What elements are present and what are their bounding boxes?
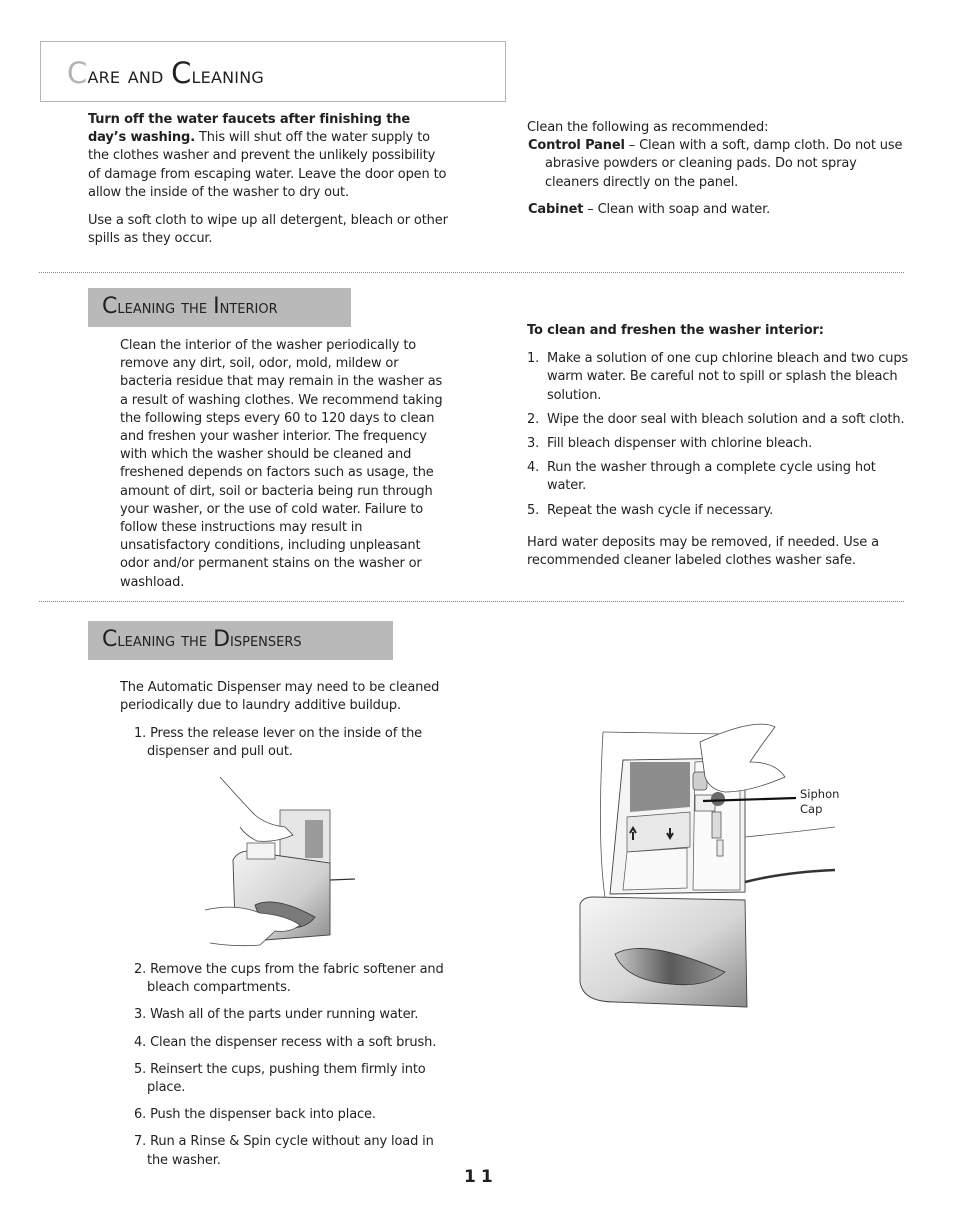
heading-part-2: ispensers	[230, 629, 302, 651]
list-item: 1. Press the release lever on the inside of the dispenser and pull out.	[134, 726, 423, 760]
cabinet-item	[527, 201, 907, 219]
list-item: 6. Push the dispenser back into place.	[134, 1107, 376, 1123]
step-number: 3.	[527, 436, 540, 452]
list-item: 7. Run a Rinse & Spin cycle without any load in the washer.	[134, 1134, 434, 1168]
interior-steps-block	[527, 322, 912, 570]
interior-heading-bar	[88, 288, 351, 327]
heading-initial: C	[102, 627, 118, 652]
step-text: Fill bleach dispenser with chlorine bleach.	[547, 436, 813, 452]
step-text: Run the washer through a complete cycle using hot water.	[547, 460, 876, 494]
siphon-cap-callout	[800, 787, 839, 817]
intro-right	[527, 119, 907, 219]
dispensers-intro: The Automatic Dispenser may need to be cleaned periodically due to laundry additive buildup.	[120, 680, 440, 714]
list-item	[527, 350, 912, 405]
spills-paragraph: Use a soft cloth to wipe up all detergent, bleach or other spills as they occur.	[88, 213, 448, 247]
clean-following-lead: Clean the following as recommended:	[527, 120, 769, 135]
heading-part: leaning the	[117, 629, 214, 651]
siphon-cap-illustration	[575, 722, 954, 1017]
page-title	[67, 56, 264, 90]
dispenser-step-1	[134, 725, 434, 770]
step-number: 5.	[527, 502, 540, 518]
list-item	[527, 459, 912, 495]
title-initial-2: C	[171, 56, 192, 90]
list-item: 4. Clean the dispenser recess with a soft brush.	[134, 1034, 437, 1050]
list-item: 5. Reinsert the cups, pushing them firmly into place.	[134, 1061, 426, 1096]
siphon-cap-drawing	[575, 722, 954, 1017]
faucet-body: This will shut off the water supply to the clothes washer and prevent the unlikely possibility of damage from escaping water. Leave the door open to allow the inside of the washer to dry out.	[88, 130, 447, 200]
step-text: Wipe the door seal with bleach solution and a soft cloth.	[547, 411, 905, 427]
interior-steps-list	[527, 350, 912, 520]
step-text: Make a solution of one cup chlorine bleach and two cups warm water. Be careful not to spill or splash the bleach solution.	[547, 351, 909, 403]
dispensers-heading-bar	[88, 621, 393, 660]
step-number: 4.	[527, 460, 540, 476]
step-number: 1.	[527, 351, 540, 367]
dispenser-pull-illustration	[205, 775, 355, 950]
title-part-2: leaning	[191, 63, 264, 89]
list-item	[527, 502, 912, 520]
control-panel-item	[527, 137, 907, 192]
list-item: 3. Wash all of the parts under running water.	[134, 1007, 419, 1023]
dispensers-heading	[88, 621, 393, 652]
title-part: are and	[87, 63, 172, 89]
heading-initial-2: I	[213, 294, 220, 319]
step-number: 2.	[527, 411, 540, 427]
steps-heading: To clean and freshen the washer interior:	[527, 323, 824, 338]
section-divider	[39, 601, 904, 602]
page-number: 11	[464, 1167, 498, 1187]
section-divider	[39, 272, 904, 273]
intro-left	[88, 111, 448, 258]
list-item	[527, 435, 912, 453]
faucet-bold-lead: Turn off the water faucets after finishing the day’s washing.	[88, 112, 411, 146]
interior-body: Clean the interior of the washer periodically to remove any dirt, soil, odor, mold, mildew or bacteria residue that may remain in the washer as a result of washing clothes. We recommend taking the following steps every 60 to 120 days to clean and freshen your washer interior. The frequency with which the washer should be cleaned and freshened depends on factors such as usage, the amount of dirt, soil or bacteria being run through your washer, or the use of cold water. Failure to follow these instructions may result in unsatisfactory conditions, including unpleasant odor and/or permanent stains on the washer or washload.	[120, 338, 443, 590]
dispenser-steps-list	[134, 961, 454, 1179]
callout-line-1: Siphon	[800, 787, 840, 801]
heading-initial-2: D	[213, 627, 231, 652]
control-panel-desc: – Clean with a soft, damp cloth. Do not use abrasive powders or cleaning pads. Do not spray cleaners directly on the panel.	[545, 138, 903, 190]
faucet-paragraph	[88, 111, 448, 202]
heading-initial: C	[102, 294, 118, 319]
title-initial: C	[67, 56, 88, 90]
callout-line-2: Cap	[800, 802, 823, 816]
heading-part: leaning the	[117, 296, 214, 318]
dispenser-pull-drawing	[205, 775, 355, 950]
list-item: 2. Remove the cups from the fabric softener and bleach compartments.	[134, 962, 444, 996]
interior-heading	[88, 288, 351, 319]
control-panel-term: Control Panel	[528, 138, 625, 154]
list-item	[527, 411, 912, 429]
hard-water-note: Hard water deposits may be removed, if needed. Use a recommended cleaner labeled clothes washer safe.	[527, 534, 879, 569]
cabinet-desc: – Clean with soap and water.	[583, 201, 771, 217]
heading-part-2: nterior	[219, 296, 278, 318]
cabinet-term: Cabinet	[528, 201, 584, 217]
step-text: Repeat the wash cycle if necessary.	[547, 502, 774, 518]
